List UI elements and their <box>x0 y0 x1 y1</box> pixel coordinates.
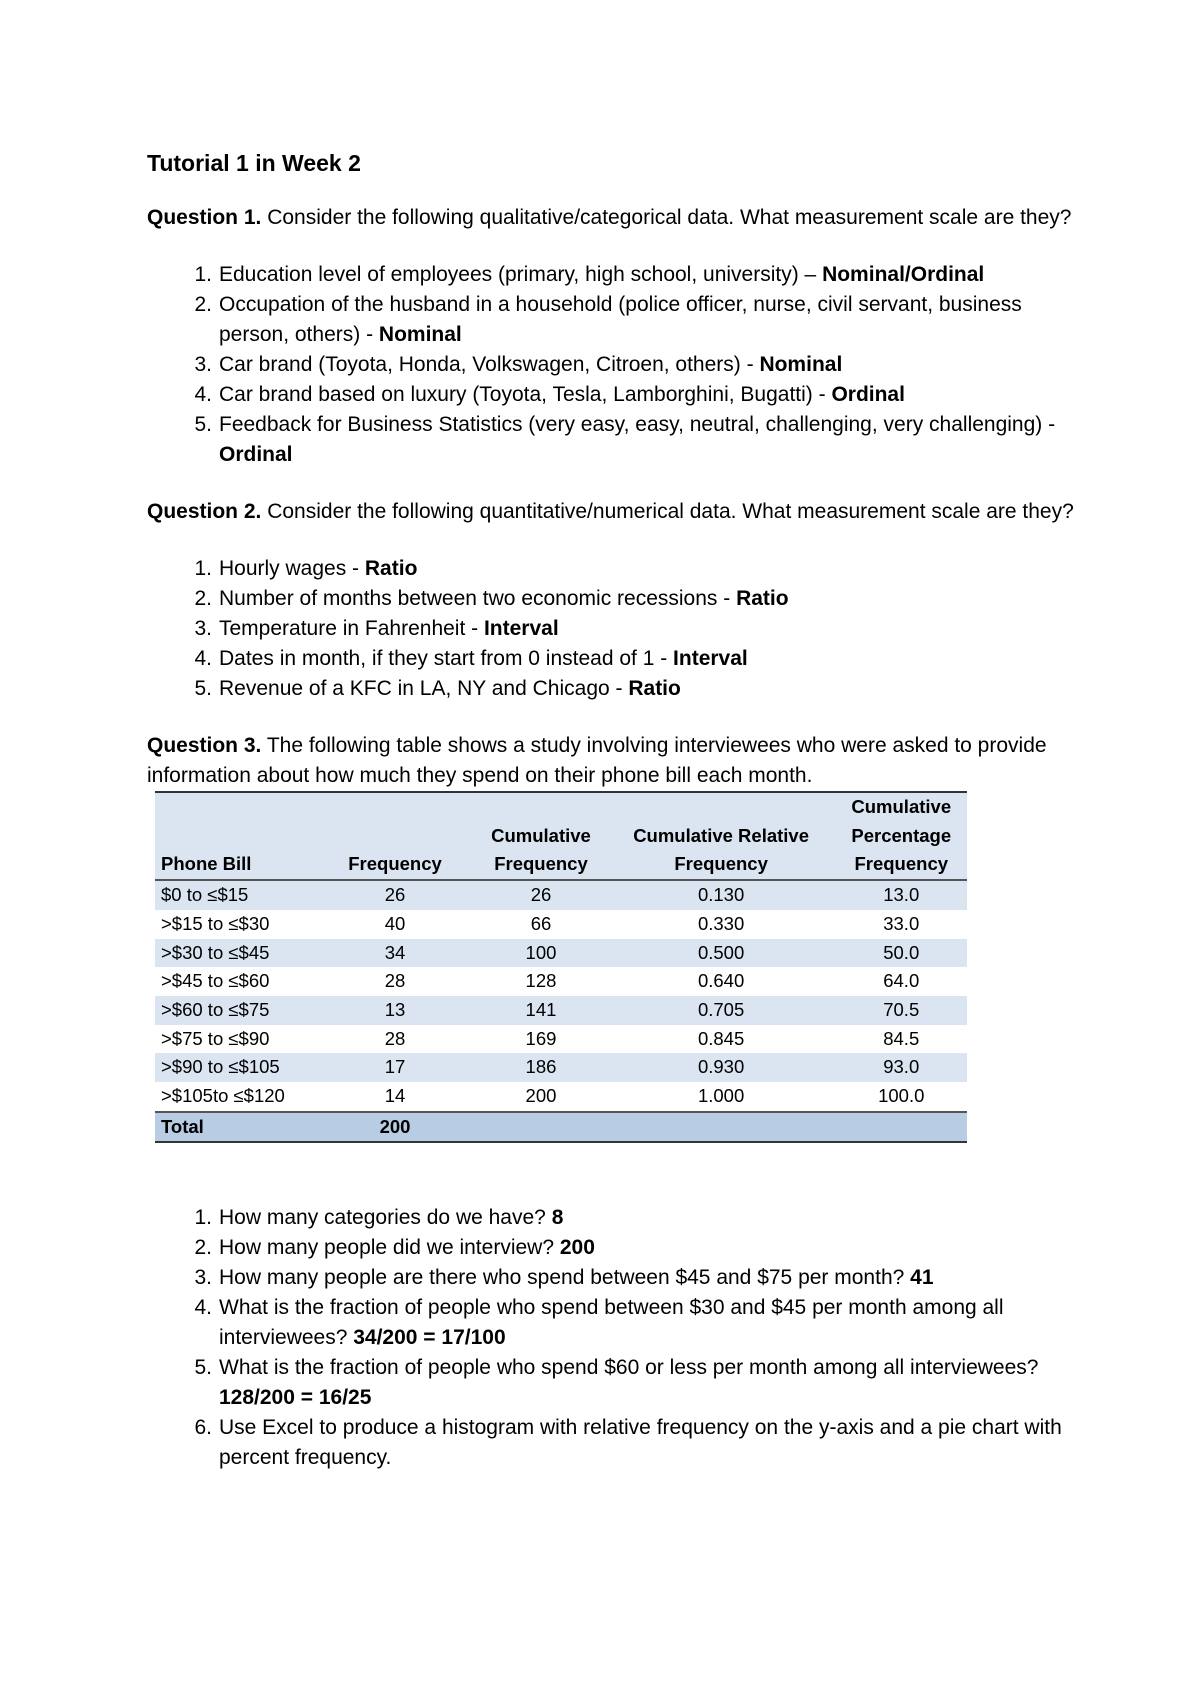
list-item <box>147 1353 1077 1413</box>
question-1-text: Consider the following qualitative/categorical data. What measurement scale are they? <box>261 206 1072 229</box>
list-text: Use Excel to produce a histogram with relative frequency on the y-axis and a pie chart with percent frequency. <box>219 1416 1062 1470</box>
table-cell: 0.330 <box>697 912 745 934</box>
table-row <box>155 1025 967 1054</box>
table-cell: 141 <box>475 996 606 1025</box>
table-row <box>155 939 967 968</box>
table-cell: 1.000 <box>697 1085 745 1107</box>
column-header: Cumulative Frequency <box>475 792 606 880</box>
phone-bill-table <box>155 791 967 1143</box>
table-cell: 28 <box>384 1027 406 1049</box>
list-number: 1. <box>194 263 212 286</box>
list-item <box>147 674 1077 704</box>
list-number: 2. <box>194 293 212 316</box>
table-cell: 40 <box>384 912 406 934</box>
list-text: Feedback for Business Statistics (very easy, easy, neutral, challenging, very challenging) - <box>219 413 1056 436</box>
list-text: What is the fraction of people who spend $60 or less per month among all interviewees? <box>219 1356 1039 1380</box>
table-cell: 28 <box>384 970 406 992</box>
list-answer: Ratio <box>628 677 681 700</box>
table-cell: 34 <box>315 939 475 968</box>
list-answer: Nominal <box>378 323 462 346</box>
list-item <box>147 350 1077 380</box>
list-answer: 8 <box>551 1206 564 1230</box>
table-row <box>155 880 967 910</box>
list-answer: 128/200 = 16/25 <box>219 1386 372 1410</box>
list-answer: 200 <box>559 1236 595 1260</box>
table-cell: 0.130 <box>607 880 836 910</box>
table-cell: 26 <box>315 880 475 910</box>
list-number: 5. <box>194 1356 212 1380</box>
table-cell: >$60 to ≤$75 <box>155 996 315 1025</box>
list-text: How many people did we interview? <box>219 1236 560 1260</box>
table-cell: 50.0 <box>836 939 968 968</box>
list-text: Occupation of the husband in a household (police officer, nurse, civil servant, business person, others) - <box>219 293 1022 346</box>
table-header-row <box>155 792 967 880</box>
list-answer: Ratio <box>364 557 418 580</box>
table-cell: 0.640 <box>697 970 745 992</box>
list-answer: Ordinal <box>831 383 905 406</box>
list-number: 4. <box>194 1296 212 1320</box>
table-cell: >$75 to ≤$90 <box>161 1027 270 1049</box>
list-item <box>147 410 1077 470</box>
column-header: Phone Bill <box>155 792 315 880</box>
table-cell: 200 <box>315 1112 475 1143</box>
table-cell: 13.0 <box>836 880 968 910</box>
question-2 <box>147 497 1077 527</box>
table-cell: 200 <box>525 1085 557 1107</box>
column-header: Frequency <box>315 792 475 880</box>
table-cell: >$90 to ≤$105 <box>155 1053 315 1082</box>
list-number: 6. <box>194 1416 212 1440</box>
question-2-text: Consider the following quantitative/numerical data. What measurement scale are they? <box>261 500 1074 523</box>
list-number: 4. <box>194 383 212 406</box>
list-number: 1. <box>194 1206 212 1230</box>
document-content <box>147 148 1077 1500</box>
question-3-label: Question 3. <box>147 734 262 757</box>
list-text: Car brand (Toyota, Honda, Volkswagen, Citroen, others) - <box>219 353 760 376</box>
table-cell: >$30 to ≤$45 <box>155 939 315 968</box>
list-answer: Interval <box>483 617 559 640</box>
table-row <box>155 1082 967 1112</box>
list-item <box>147 1413 1077 1473</box>
question-3 <box>147 731 1077 791</box>
table-cell <box>836 1112 968 1143</box>
table-cell: >$105to ≤$120 <box>161 1085 285 1107</box>
list-item <box>147 260 1077 290</box>
table-cell: >$45 to ≤$60 <box>161 970 270 992</box>
list-number: 1. <box>194 557 212 580</box>
list-item <box>147 1203 1077 1233</box>
table-cell: 14 <box>384 1085 406 1107</box>
table-cell: $0 to ≤$15 <box>155 880 315 910</box>
list-item <box>147 1233 1077 1263</box>
table-cell: 13 <box>315 996 475 1025</box>
table-cell <box>475 1112 606 1143</box>
table-row <box>155 996 967 1025</box>
list-text: What is the fraction of people who spend between $30 and $45 per month among all interviewees? <box>219 1296 1004 1350</box>
table-cell: 128 <box>525 970 557 992</box>
question-2-list <box>147 554 1077 704</box>
question-2-label: Question 2. <box>147 500 262 523</box>
table-cell: 70.5 <box>836 996 968 1025</box>
table-cell: 17 <box>315 1053 475 1082</box>
list-item <box>147 1293 1077 1353</box>
list-item <box>147 290 1077 350</box>
list-number: 5. <box>194 413 212 436</box>
page-title: Tutorial 1 in Week 2 <box>147 150 361 176</box>
list-number: 2. <box>194 587 212 610</box>
table-cell: 186 <box>475 1053 606 1082</box>
table-cell: 93.0 <box>836 1053 968 1082</box>
table-cell: 0.845 <box>697 1027 745 1049</box>
list-text: Temperature in Fahrenheit - <box>219 617 484 640</box>
list-answer: Ratio <box>736 587 789 610</box>
question-1-label: Question 1. <box>147 206 262 229</box>
table-cell: 64.0 <box>883 970 920 992</box>
list-answer: Nominal <box>759 353 843 376</box>
column-header: Cumulative Percentage Frequency <box>836 792 968 880</box>
list-number: 4. <box>194 647 212 670</box>
list-answer: Nominal/Ordinal <box>822 263 985 286</box>
table-row <box>155 1053 967 1082</box>
column-header: Cumulative Relative Frequency <box>607 792 836 880</box>
question-1 <box>147 203 1077 233</box>
list-number: 3. <box>194 353 212 376</box>
list-answer: 41 <box>910 1266 934 1290</box>
list-answer: 34/200 = 17/100 <box>353 1326 506 1350</box>
list-item <box>147 584 1077 614</box>
list-answer: Interval <box>673 647 748 670</box>
list-number: 3. <box>194 1266 212 1290</box>
list-item <box>147 1263 1077 1293</box>
table-cell: Total <box>155 1112 315 1143</box>
table-cell: 0.705 <box>607 996 836 1025</box>
list-item <box>147 614 1077 644</box>
table-cell: 66 <box>530 912 552 934</box>
table-cell: 84.5 <box>883 1027 920 1049</box>
table-cell: 169 <box>525 1027 557 1049</box>
list-text: Revenue of a KFC in LA, NY and Chicago - <box>219 677 629 700</box>
table-cell: 0.930 <box>607 1053 836 1082</box>
question-3-text: The following table shows a study involving interviewees who were asked to provide information about how much they spend on their phone bill each month. <box>147 734 1047 787</box>
list-item <box>147 380 1077 410</box>
question-3-list <box>147 1203 1077 1473</box>
table-cell: 26 <box>475 880 606 910</box>
table-row <box>155 967 967 996</box>
list-number: 5. <box>194 677 212 700</box>
list-text: Education level of employees (primary, high school, university) – <box>219 263 823 286</box>
list-answer: Ordinal <box>219 443 293 466</box>
list-text: Dates in month, if they start from 0 instead of 1 - <box>219 647 674 670</box>
table-total-row <box>155 1112 967 1143</box>
list-number: 3. <box>194 617 212 640</box>
table-cell: >$15 to ≤$30 <box>161 912 270 934</box>
table-row <box>155 910 967 939</box>
table-cell <box>607 1112 836 1143</box>
list-text: Hourly wages - <box>219 557 365 580</box>
list-text: Number of months between two economic recessions - <box>219 587 737 610</box>
table-cell: 33.0 <box>883 912 920 934</box>
question-1-list <box>147 260 1077 470</box>
table-cell: 100.0 <box>878 1085 925 1107</box>
list-text: How many people are there who spend between $45 and $75 per month? <box>219 1266 911 1290</box>
list-text: How many categories do we have? <box>219 1206 552 1230</box>
list-text: Car brand based on luxury (Toyota, Tesla, Lamborghini, Bugatti) - <box>219 383 832 406</box>
list-item <box>147 554 1077 584</box>
list-item <box>147 644 1077 674</box>
list-number: 2. <box>194 1236 212 1260</box>
table-cell: 100 <box>475 939 606 968</box>
table-cell: 0.500 <box>607 939 836 968</box>
